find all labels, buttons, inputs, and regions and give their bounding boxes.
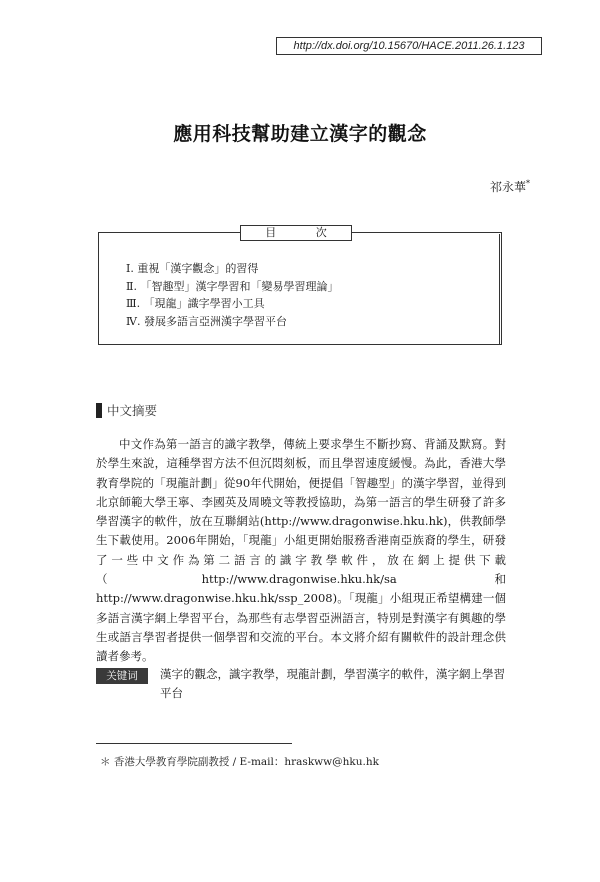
heading-bar [96,403,102,418]
toc-item-3: Ⅲ. 「現龍」識字學習小工具 [126,297,265,310]
author-line [430,178,530,195]
toc-item-1: Ⅰ. 重視「漢字觀念」的習得 [126,262,259,275]
author-footnote: ＊ 香港大學教育學院副教授 / E-mail：hraskww@hku.hk [100,756,380,768]
author-name: 祁永華 [489,180,526,194]
author-footnote-mark: * [526,179,530,188]
keywords-label: 关键词 [96,668,148,684]
toc-item-2: Ⅱ. 「智趣型」漢字學習和「變易學習理論」 [126,279,339,293]
abstract-heading-text: 中文摘要 [107,403,158,418]
paper-title: 應用科技幫助建立漢字的觀念 [173,123,427,145]
abstract-body: 中文作為第一語言的識字教學，傳統上要求學生不斷抄寫、背誦及默寫。對於學生來說，這種學習方法不但沉悶刻板，而且學習速度緩慢。為此，香港大學教育學院的「現龍計劃」從90年代開始，便提倡「智趣型」的漢字學習，並得到北京師範大學王寧、李國英及周曉文等教授協助，為第一語言的學生研發了許多學習漢字的軟件，放在互聯網站(http://www.dragonwise.hku.hk)，供教師學生下載使用。2006年開始，「現龍」小組更開始服務香港南亞族裔的學生，研發了一些中文作為第二語言的識字教學軟件，放在網上提供下載（http://www.dragonwise.hku.hk/sa 和 http://www.dragonwise.hku.hk/ssp_2008)。「現龍」小組現正希望構建一個多語言漢字網上學習平台，為那些有志學習亞洲語言，特別是對漢字有興趣的學生或語言學習者提供一個學習和交流的平台。本文將介紹有關軟件的設計理念供讀者參考。 [96,437,506,664]
abstract-heading [96,401,157,419]
toc-item-4: Ⅳ. 發展多語言亞洲漢字學習平台 [126,314,287,328]
footnote-divider [96,743,292,744]
toc-label: 目 次 [240,225,352,241]
toc-list [126,260,338,330]
doi-link[interactable]: http://dx.doi.org/10.15670/HACE.2011.26.1.123 [276,37,542,55]
keywords-text: 漢字的觀念，識字教學，現龍計劃，學習漢字的軟件，漢字網上學習平台 [160,667,505,701]
